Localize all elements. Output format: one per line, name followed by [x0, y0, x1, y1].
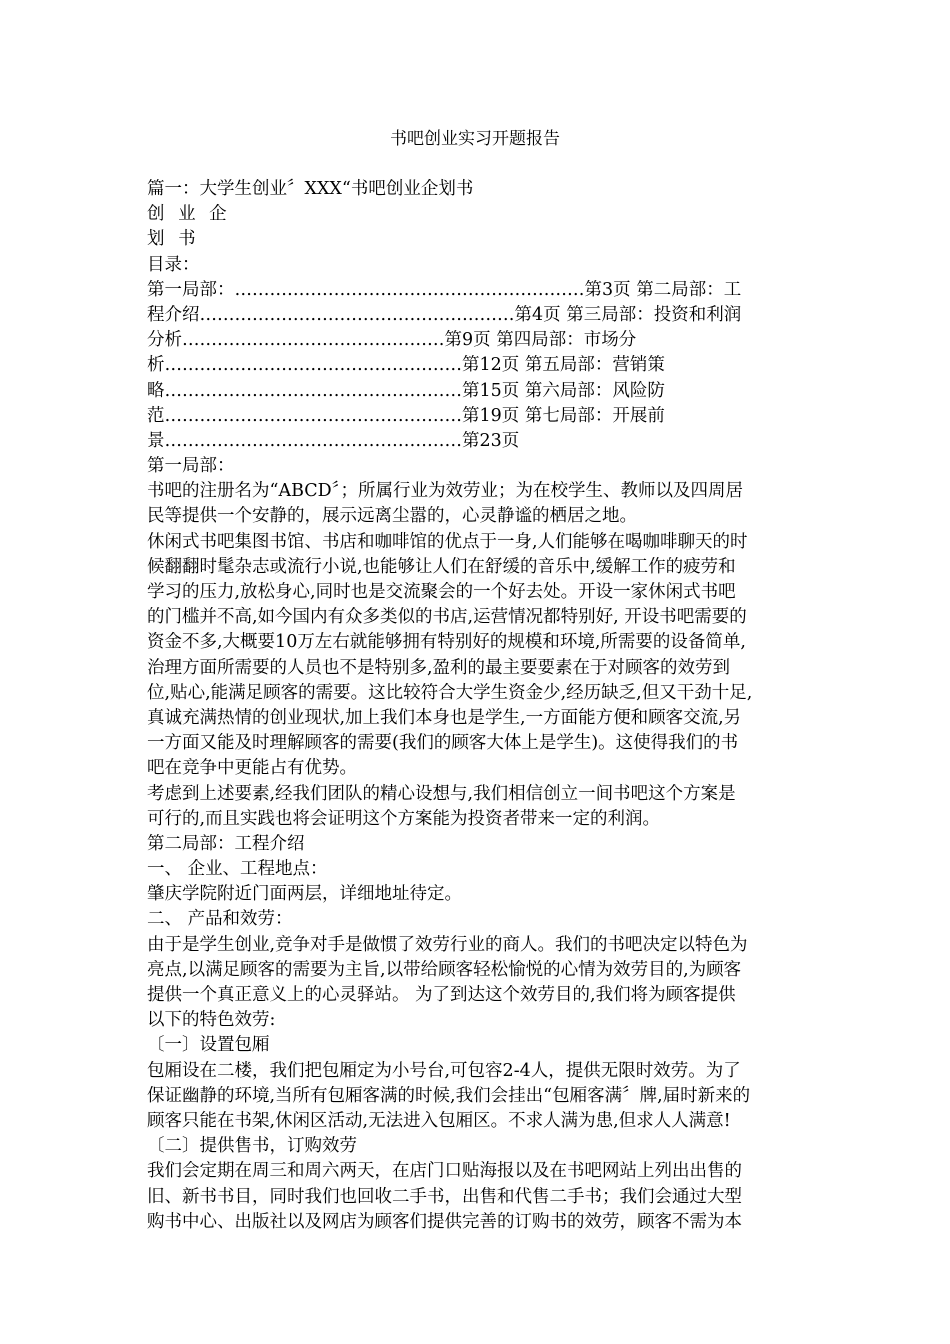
toc-line: 分析………………………………………第9页 第四局部：市场分: [147, 330, 637, 351]
toc-line: 析……………………………………………第12页 第五局部：营销策: [147, 355, 665, 376]
toc-line: 程介绍………………………………………………第4页 第三局部：投资和利润: [147, 304, 742, 325]
paragraph-line: 提供一个真正意义上的心灵驿站。 为了到达这个效劳目的,我们将为顾客提供: [147, 985, 736, 1005]
paragraph-line: 旧、新书书目，同时我们也回收二手书，出售和代售二手书；我们会通过大型: [147, 1186, 742, 1207]
subsection-heading: 二、 产品和效劳：: [147, 909, 293, 930]
section-heading: 篇一：大学生创业〞XXX“书吧创业企划书: [147, 179, 474, 199]
paragraph-line: 书吧的注册名为“ABCD〞；所属行业为效劳业；为在校学生、教师以及四周居: [147, 481, 743, 502]
paragraph-line: 肇庆学院附近门面两层，详细地址待定。: [147, 884, 462, 905]
paragraph-line: 由于是学生创业,竞争对手是做惯了效劳行业的商人。我们的书吧决定以特色为: [147, 934, 748, 955]
paragraph-line: 吧在竞争中更能占有优势。: [147, 758, 357, 779]
paragraph-line: 真诚充满热情的创业现状,加上我们本身也是学生,一方面能方便和顾客交流,另: [147, 707, 742, 728]
document-title: 书吧创业实习开题报告: [390, 129, 560, 149]
toc-line: 第一局部：……………………………………………………第3页 第二局部：工: [147, 279, 742, 300]
text-line: 创 业 企: [147, 204, 231, 225]
paragraph-line: 一方面又能及时理解顾客的需要(我们的顾客大体上是学生)。这使得我们的书: [147, 733, 739, 754]
paragraph-line: 可行的,而且实践也将会证明这个方案能为投资者带来一定的利润。: [147, 808, 661, 829]
document-body: [147, 177, 805, 1235]
subsection-heading: 〔一〕设置包厢: [147, 1035, 270, 1056]
paragraph-line: 保证幽静的环境,当所有包厢客满的时候,我们会挂出“包厢客满〞牌,届时新来的: [147, 1085, 751, 1106]
paragraph-line: 包厢设在二楼，我们把包厢定为小号台,可包容2-4人，提供无限时效劳。为了: [147, 1060, 741, 1081]
paragraph-line: 顾客只能在书架,休闲区活动,无法进入包厢区。不求人满为患,但求人人满意!: [147, 1110, 731, 1131]
paragraph-line: 学习的压力,放松身心,同时也是交流聚会的一个好去处。开设一家休闲式书吧: [147, 582, 736, 602]
toc-line: 范……………………………………………第19页 第七局部：开展前: [147, 405, 665, 426]
paragraph-line: 休闲式书吧集图书馆、书店和咖啡馆的优点于一身,人们能够在喝咖啡聊天的时: [147, 531, 748, 552]
subsection-heading: 一、 企业、工程地点：: [147, 859, 328, 880]
paragraph-line: 资金不多,大概要10万左右就能够拥有特别好的规模和环境,所需要的设备简单,: [147, 632, 746, 653]
paragraph-line: 民等提供一个安静的，展示远离尘嚣的，心灵静谧的栖居之地。: [147, 506, 637, 527]
section-heading: 第二局部：工程介绍: [147, 833, 305, 854]
subsection-heading: 〔二〕提供售书，订购效劳: [147, 1136, 357, 1157]
paragraph-line: 治理方面所需要的人员也不是特别多,盈利的最主要要素在于对顾客的效劳到: [147, 657, 731, 678]
paragraph-line: 亮点,以满足顾客的需要为主旨,以带给顾客轻松愉悦的心情为效劳目的,为顾客: [147, 959, 742, 980]
toc-heading: 目录：: [147, 254, 200, 275]
section-heading: 第一局部：: [147, 456, 235, 477]
paragraph-line: 位,贴心,能满足顾客的需要。这比较符合大学生资金少,经历缺乏,但又干劲十足,: [147, 682, 753, 703]
paragraph-line: 购书中心、出版社以及网店为顾客们提供完善的订购书的效劳，顾客不需为本: [147, 1211, 742, 1232]
paragraph-line: 考虑到上述要素,经我们团队的精心设想与,我们相信创立一间书吧这个方案是: [147, 783, 736, 804]
paragraph-line: 我们会定期在周三和周六两天，在店门口贴海报以及在书吧网站上列出出售的: [147, 1161, 742, 1182]
paragraph-line: 的门槛并不高,如今国内有众多类似的书店,运营情况都特别好, 开设书吧需要的: [147, 607, 747, 628]
text-line: 划 书: [147, 229, 200, 250]
toc-line: 略……………………………………………第15页 第六局部：风险防: [147, 380, 665, 401]
toc-line: 景……………………………………………第23页: [147, 430, 520, 451]
paragraph-line: 以下的特色效劳:: [147, 1010, 276, 1031]
paragraph-line: 候翻翻时髦杂志或流行小说,也能够让人们在舒缓的音乐中,缓解工作的疲劳和: [147, 556, 736, 577]
